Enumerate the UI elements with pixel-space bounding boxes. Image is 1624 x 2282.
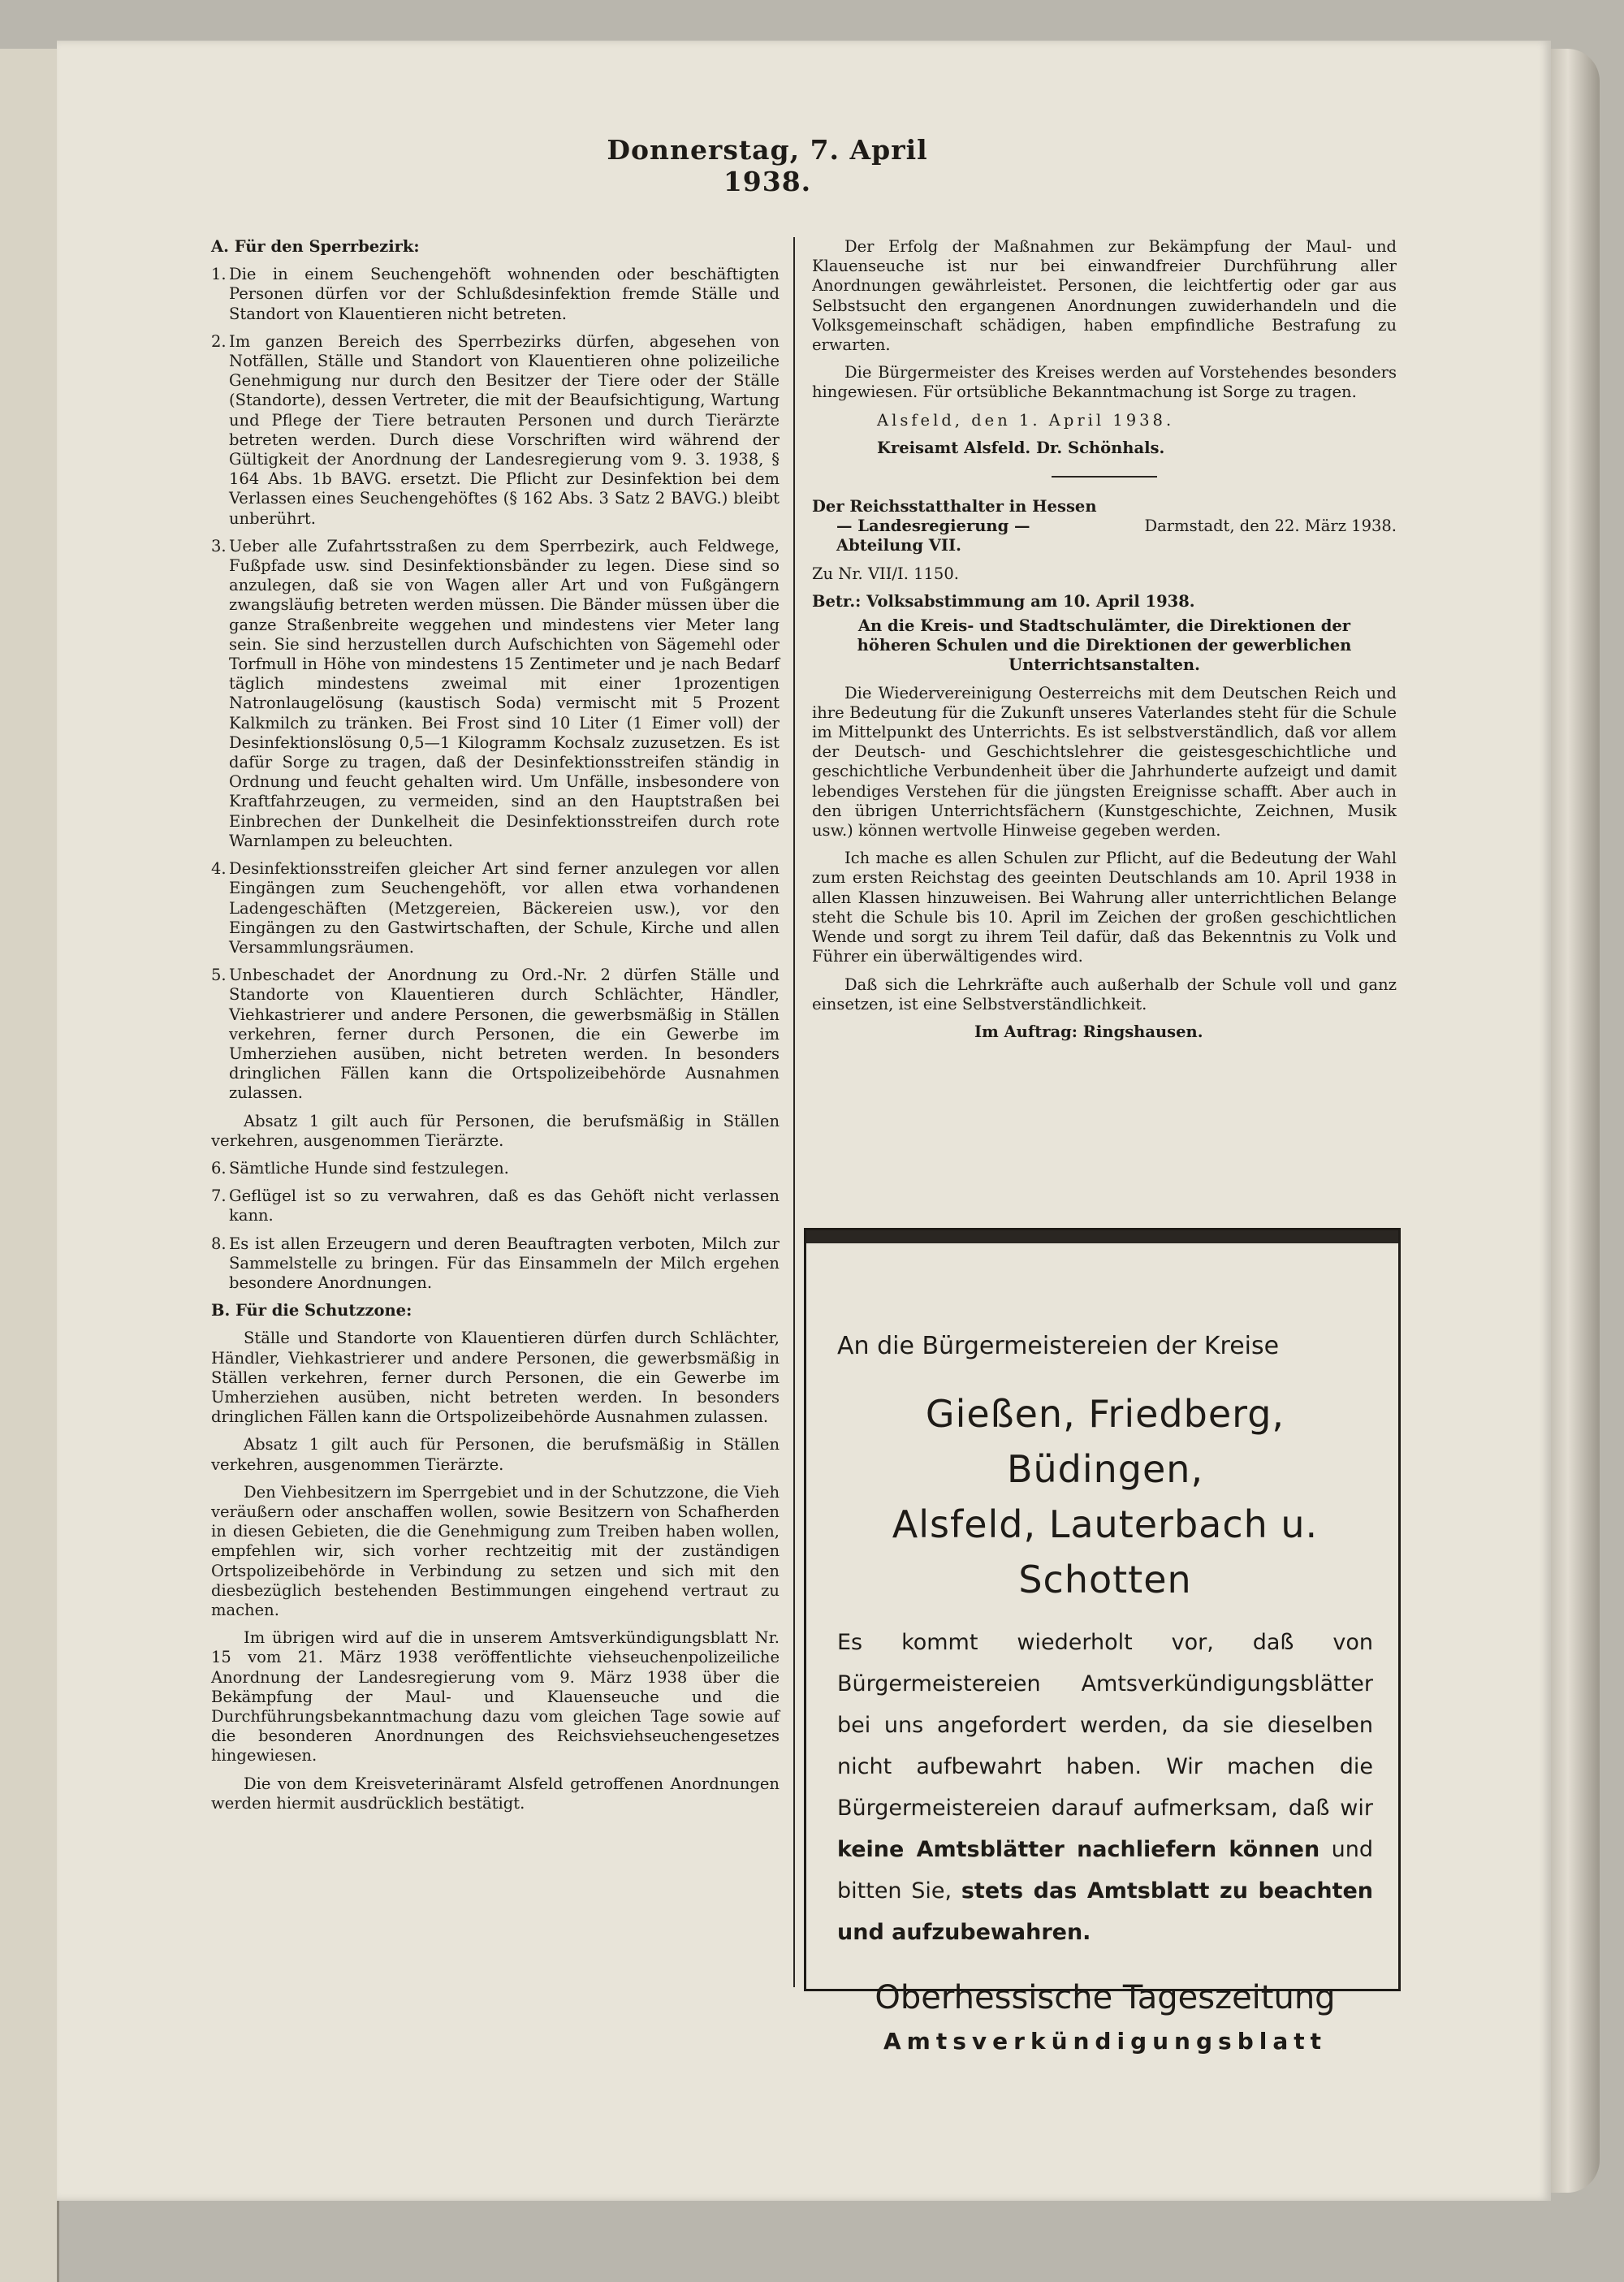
- item-text: Es ist allen Erzeugern und deren Beauftragten verboten, Milch zur Sammelstelle zu bringen. Für das Einsammeln der Milch ergehen besondere Anordnungen.: [229, 1234, 780, 1292]
- item-list-a2: [211, 1159, 780, 1293]
- paragraph: Ich mache es allen Schulen zur Pflicht, auf die Bedeutung der Wahl zum ersten Reichstag des geeinten Deutschlands am 10. April 1938 in allen Klassen hinzuweisen. Bei Wahrung aller unterrichtlichen Belange steht die Schule bis 10. April im Zeichen der großen geschichtlichen Wende und sorgt zu ihrem Teil dafür, daß das Bekenntnis zu Volk und Führer ein überwältigendes wird.: [812, 849, 1397, 966]
- numbered-item: [211, 1159, 780, 1178]
- item-number: 1.: [211, 265, 227, 284]
- item-text: Ueber alle Zufahrtsstraßen zu dem Sperrbezirk, auch Feldwege, Fußpfade usw. sind Desinfektionsbänder zu legen. Diese sind so anzulegen, daß sie von Wagen aller Art und von Fußgängern zwangsläufig betreten werden müssen. Die Bänder müssen über die ganze Straßenbreite weggehen und mindestens vier Meter lang sein. Sie sind herzustellen durch Aufschichten von Sägemehl oder Torfmull in Höhe von mindestens 15 Zentimeter und je nach Bedarf täglich mindestens zweimal mit einer 1prozentigen Natronlaugelösung (kaustisch Soda) vermischt mit 5 Prozent Kalkmilch zu tränken. Bei Frost sind 10 Liter (1 Eimer voll) der Desinfektionslösung 0,5—1 Kilogramm Kochsalz zuzusetzen. Es ist dafür Sorge zu tragen, daß der Desinfektionsstreifen ständig in Ordnung und feucht gehalten wird. Um Unfälle, insbesondere von Kraftfahrzeugen, zu vermeiden, sind an den Hauptstraßen bei Einbrechen der Dunkelheit die Desinfektionsstreifen durch rote Warnlampen zu beleuchten.: [229, 536, 780, 850]
- addressee: An die Kreis- und Stadtschulämter, die Direktionen der höheren Schulen und die Direktionen der gewerblichen Unterrichtsanstalten.: [857, 616, 1352, 675]
- newspaper-subtitle: Amtsverkündigungsblatt: [883, 2028, 1327, 2055]
- notice-text: und bitten Sie,: [837, 1837, 1373, 1904]
- adjacent-page-edge: [0, 49, 59, 2282]
- numbered-item: [211, 332, 780, 529]
- paragraph: Die von dem Kreisveterinäramt Alsfeld getroffenen Anordnungen werden hiermit ausdrücklich bestätigt.: [211, 1774, 780, 1813]
- notice-intro: An die Bürgermeistereien der Kreise: [837, 1332, 1280, 1360]
- page-header-date: Donnerstag, 7. April 1938.: [607, 134, 928, 197]
- paragraph: Daß sich die Lehrkräfte auch außerhalb der Schule voll und ganz einsetzen, ist eine Selbstverständlichkeit.: [812, 975, 1397, 1014]
- item-number: 5.: [211, 966, 227, 985]
- item-number: 6.: [211, 1158, 227, 1178]
- authority-line: — Landesregierung —: [836, 516, 1030, 536]
- item-number: 7.: [211, 1186, 227, 1206]
- book-page-stack: [1547, 49, 1600, 2193]
- paragraph: Die Bürgermeister des Kreises werden auf Vorstehendes besonders hingewiesen. Für ortsübliche Bekanntmachung ist Sorge zu tragen.: [812, 363, 1397, 402]
- paragraph: Der Erfolg der Maßnahmen zur Bekämpfung der Maul- und Klauenseuche ist nur bei einwandfreier Durchführung aller Anordnungen gewährleistet. Personen, die leichtfertig oder gar aus Selbstsucht den ergangenen Anordnungen zuwiderhandeln und die Volksgemeinschaft schädigen, haben empfindliche Bestrafung zu erwarten.: [812, 237, 1397, 355]
- reference-number: Zu Nr. VII/I. 1150.: [812, 564, 959, 583]
- item-number: 3.: [211, 536, 227, 555]
- numbered-item: [211, 265, 780, 324]
- section-heading-a: A. Für den Sperrbezirk:: [211, 237, 420, 256]
- place-date: Alsfeld, den 1. April 1938.: [877, 410, 1175, 430]
- subject-line: Betr.: Volksabstimmung am 10. April 1938.: [812, 591, 1195, 611]
- notice-towns: [837, 1386, 1373, 1607]
- notice-box: [804, 1228, 1401, 2055]
- notice-towns-line: Alsfeld, Lauterbach u. Schotten: [892, 1502, 1319, 1601]
- notice-towns-line: Gießen, Friedberg, Büdingen,: [925, 1392, 1285, 1491]
- notice-text-bold: stets das Amtsblatt zu beachten und aufzubewahren.: [837, 1878, 1373, 1945]
- item-text: Desinfektionsstreifen gleicher Art sind ferner anzulegen vor allen Eingängen zum Seuchengehöft, vor allen etwa vorhandenen Ladengeschäften (Metzgereien, Bäckereien usw.), vor den Eingängen zu den Gastwirtschaften, der Schule, Kirche und allen Versammlungsräumen.: [229, 859, 780, 957]
- column-divider: [793, 237, 795, 1987]
- numbered-item: [211, 859, 780, 957]
- numbered-item: [211, 966, 780, 1103]
- item-text: Sämtliche Hunde sind festzulegen.: [229, 1158, 509, 1178]
- item-list-a: [211, 265, 780, 1103]
- authority-line: Abteilung VII.: [836, 536, 961, 555]
- notice-text-bold: keine Amtsblätter nachliefern können: [837, 1837, 1320, 1862]
- numbered-item: [211, 1186, 780, 1225]
- item-text: Geflügel ist so zu verwahren, daß es das Gehöft nicht verlassen kann.: [229, 1186, 780, 1225]
- item-text: Im ganzen Bereich des Sperrbezirks dürfen, abgesehen von Notfällen, Ställe und Standort von Klauentieren ohne polizeiliche Genehmigung nur durch den Besitzer der Tiere oder der Ställe (Standorte), dessen Vertreter, die mit der Beaufsichtigung, Wartung und Pflege der Tiere betrauten Personen und durch Tierärzte betreten werden. Durch diese Vorschriften wird während der Gültigkeit der Anordnung der Landesregierung vom 9. 3. 1938, § 164 Abs. 1b BAVG. ersetzt. Die Pflicht zur Desinfektion bei dem Verlassen eines Seuchengehöftes (§ 162 Abs. 3 Satz 2 BAVG.) bleibt unberührt.: [229, 331, 780, 528]
- signature: Kreisamt Alsfeld. Dr. Schönhals.: [877, 438, 1165, 457]
- newspaper-name: Oberhessische Tageszeitung: [875, 1979, 1336, 2016]
- item-text: Die in einem Seuchengehöft wohnenden oder beschäftigten Personen dürfen vor der Schlußdesinfektion fremde Ställe und Standort von Klauentieren nicht betreten.: [229, 265, 780, 323]
- paragraph-list-b: [211, 1329, 780, 1813]
- authority-line: Der Reichsstatthalter in Hessen: [812, 497, 1097, 516]
- notice-body: [837, 1622, 1373, 1953]
- item-text: Unbeschadet der Anordnung zu Ord.-Nr. 2 dürfen Ställe und Standorte von Klauentieren durch Schlächter, Händler, Viehkastrierer und andere Personen, die gewerbsmäßig in Ställen verkehren, ferner durch Personen, die ein Gewerbe im Umherziehen ausüben, nicht betreten werden. In besonders dringlichen Fällen kann die Ortspolizeibehörde Ausnahmen zulassen.: [229, 966, 780, 1103]
- section-heading-b: B. Für die Schutzzone:: [211, 1301, 412, 1320]
- notice-top-bar: [806, 1230, 1398, 1243]
- numbered-item: [211, 1234, 780, 1294]
- paragraph-absatz-a: Absatz 1 gilt auch für Personen, die berufsmäßig in Ställen verkehren, ausgenommen Tierärzte.: [211, 1111, 780, 1150]
- paragraph: Im übrigen wird auf die in unserem Amtsverkündigungsblatt Nr. 15 vom 21. März 1938 veröffentlichte viehseuchenpolizeiliche Anordnung der Landesregierung vom 9. März 1938 über die Bekämpfung der Maul- und Klauenseuche und die Durchführungsbekanntmachung dazu vom gleichen Tage sowie auf die besonderen Anordnungen des Reichsviehseuchengesetzes hingewiesen.: [211, 1628, 780, 1766]
- authority-place-date: Darmstadt, den 22. März 1938.: [1144, 516, 1397, 536]
- signature: Im Auftrag: Ringshausen.: [974, 1022, 1203, 1041]
- item-number: 2.: [211, 331, 227, 351]
- paragraph: Ställe und Standorte von Klauentieren dürfen durch Schlächter, Händler, Viehkastrierer und andere Personen, die gewerbsmäßig in Ställen verkehren, ferner durch Personen, die ein Gewerbe im Umherziehen ausüben, nicht betreten werden. In besonders dringlichen Fällen kann die Ortspolizeibehörde Ausnahmen zulassen.: [211, 1329, 780, 1427]
- right-column: [812, 237, 1397, 1050]
- item-number: 8.: [211, 1234, 227, 1253]
- short-divider: [1052, 476, 1157, 478]
- paragraph: Den Viehbesitzern im Sperrgebiet und in der Schutzzone, die Vieh veräußern oder anschaffen wollen, sowie Besitzern von Schafherden in diesen Gebieten, die die Genehmigung zum Treiben haben wollen, empfehlen wir, sich vorher rechtzeitig mit der zuständigen Ortspolizeibehörde in Verbindung zu setzen und sich mit den diesbezüglich bestehenden Bestimmungen eingehend vertraut zu machen.: [211, 1482, 780, 1619]
- numbered-item: [211, 537, 780, 851]
- left-column: [211, 237, 780, 1822]
- notice-text: Es kommt wiederholt vor, daß von Bürgermeistereien Amtsverkündigungsblätter bei uns angefordert werden, da sie dieselben nicht aufbewahrt haben. Wir machen die Bürgermeistereien darauf aufmerksam, daß wir: [837, 1630, 1373, 1821]
- paragraph: Absatz 1 gilt auch für Personen, die berufsmäßig in Ställen verkehren, ausgenommen Tierärzte.: [211, 1435, 780, 1474]
- paragraph: Die Wiedervereinigung Oesterreichs mit dem Deutschen Reich und ihre Bedeutung für die Zukunft unseres Vaterlandes steht für die Schule im Mittelpunkt des Unterrichts. Es ist selbstverständlich, daß vor allem der Deutsch- und Geschichtslehrer die geistesgeschichtliche und geschichtliche Verbundenheit über die Jahrhunderte aufzeigt und damit lebendiges Verstehen für die jüngsten Ereignisse schafft. Aber auch in den übrigen Unterrichtsfächern (Kunstgeschichte, Zeichnen, Musik usw.) können wertvolle Hinweise gegeben werden.: [812, 683, 1397, 841]
- item-number: 4.: [211, 859, 227, 879]
